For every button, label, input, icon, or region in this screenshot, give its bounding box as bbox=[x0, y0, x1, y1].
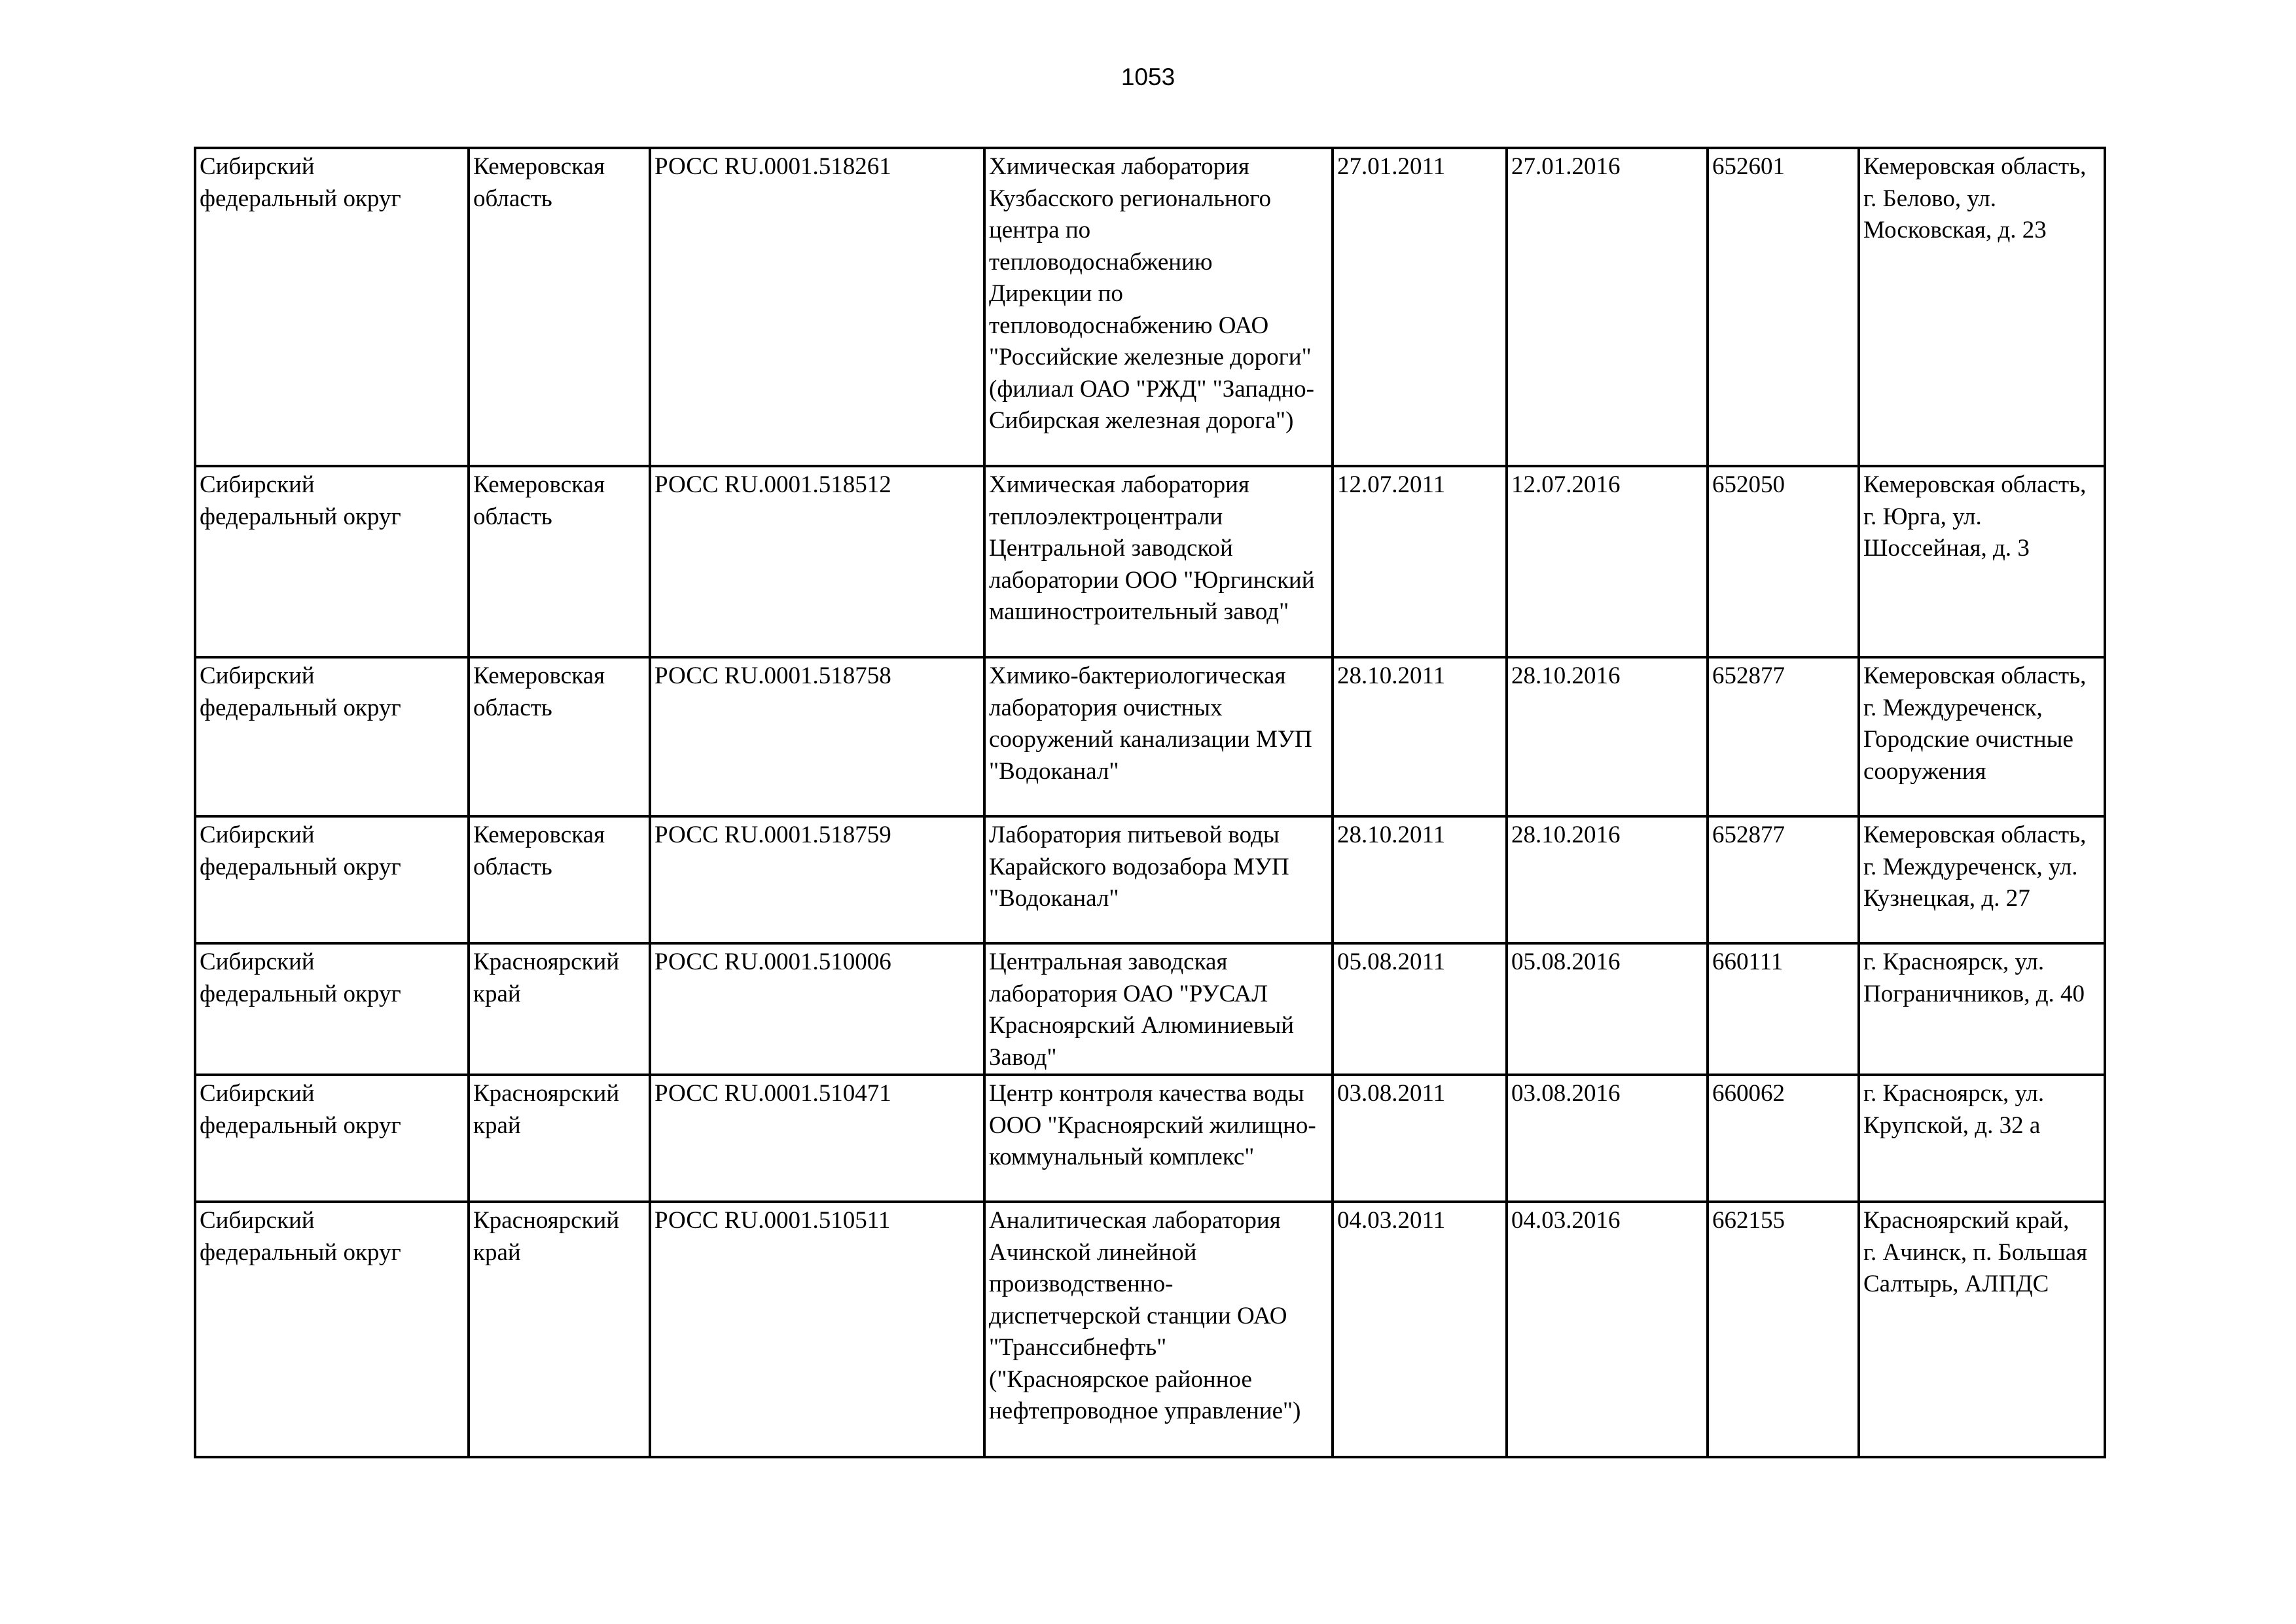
valid-to-cell: 27.01.2016 bbox=[1507, 148, 1708, 466]
valid-to-cell: 28.10.2016 bbox=[1507, 657, 1708, 816]
valid-from-cell: 28.10.2011 bbox=[1333, 816, 1507, 943]
valid-to-cell: 12.07.2016 bbox=[1507, 466, 1708, 657]
valid-from-cell: 04.03.2011 bbox=[1333, 1202, 1507, 1457]
address-cell: Кемеровская область, г. Междуреченск, ул. Кузнецкая, д. 27 bbox=[1859, 816, 2105, 943]
address-cell: г. Красноярск, ул. Крупской, д. 32 а bbox=[1859, 1075, 2105, 1202]
valid-from-cell: 12.07.2011 bbox=[1333, 466, 1507, 657]
federal-district-cell: Сибирский федеральный округ bbox=[195, 816, 469, 943]
address-cell: Кемеровская область, г. Белово, ул. Московская, д. 23 bbox=[1859, 148, 2105, 466]
region-cell: Кемеровская область bbox=[469, 466, 650, 657]
laboratory-name-cell: Центр контроля качества воды ООО "Красноярский жилищно- коммунальный комплекс" bbox=[984, 1075, 1333, 1202]
region-cell: Кемеровская область bbox=[469, 657, 650, 816]
certificate-number-cell: РОСС RU.0001.518758 bbox=[650, 657, 984, 816]
federal-district-cell: Сибирский федеральный округ bbox=[195, 466, 469, 657]
federal-district-cell: Сибирский федеральный округ bbox=[195, 1202, 469, 1457]
valid-to-cell: 05.08.2016 bbox=[1507, 943, 1708, 1075]
region-cell: Красноярский край bbox=[469, 943, 650, 1075]
federal-district-cell: Сибирский федеральный округ bbox=[195, 148, 469, 466]
laboratory-registry-table bbox=[194, 147, 2106, 1458]
table-row bbox=[195, 943, 2105, 1075]
laboratory-name-cell: Химическая лаборатория теплоэлектроцентрали Центральной заводской лаборатории ООО "Юргинский машиностроительный завод" bbox=[984, 466, 1333, 657]
valid-to-cell: 04.03.2016 bbox=[1507, 1202, 1708, 1457]
postcode-cell: 652877 bbox=[1708, 657, 1859, 816]
postcode-cell: 662155 bbox=[1708, 1202, 1859, 1457]
federal-district-cell: Сибирский федеральный округ bbox=[195, 943, 469, 1075]
postcode-cell: 652050 bbox=[1708, 466, 1859, 657]
region-cell: Красноярский край bbox=[469, 1075, 650, 1202]
certificate-number-cell: РОСС RU.0001.518512 bbox=[650, 466, 984, 657]
address-cell: Красноярский край, г. Ачинск, п. Большая Салтырь, АЛПДС bbox=[1859, 1202, 2105, 1457]
table-row bbox=[195, 816, 2105, 943]
address-cell: г. Красноярск, ул. Пограничников, д. 40 bbox=[1859, 943, 2105, 1075]
address-cell: Кемеровская область, г. Юрга, ул. Шоссейная, д. 3 bbox=[1859, 466, 2105, 657]
valid-from-cell: 28.10.2011 bbox=[1333, 657, 1507, 816]
page-number: 1053 bbox=[1121, 63, 1175, 90]
valid-from-cell: 05.08.2011 bbox=[1333, 943, 1507, 1075]
federal-district-cell: Сибирский федеральный округ bbox=[195, 657, 469, 816]
table-row bbox=[195, 1202, 2105, 1457]
table-row bbox=[195, 1075, 2105, 1202]
postcode-cell: 652877 bbox=[1708, 816, 1859, 943]
laboratory-name-cell: Химико-бактериологическая лаборатория очистных сооружений канализации МУП "Водоканал" bbox=[984, 657, 1333, 816]
valid-to-cell: 03.08.2016 bbox=[1507, 1075, 1708, 1202]
postcode-cell: 660062 bbox=[1708, 1075, 1859, 1202]
federal-district-cell: Сибирский федеральный округ bbox=[195, 1075, 469, 1202]
table-row bbox=[195, 148, 2105, 466]
postcode-cell: 660111 bbox=[1708, 943, 1859, 1075]
certificate-number-cell: РОСС RU.0001.518261 bbox=[650, 148, 984, 466]
certificate-number-cell: РОСС RU.0001.518759 bbox=[650, 816, 984, 943]
address-cell: Кемеровская область, г. Междуреченск, Городские очистные сооружения bbox=[1859, 657, 2105, 816]
certificate-number-cell: РОСС RU.0001.510006 bbox=[650, 943, 984, 1075]
valid-from-cell: 03.08.2011 bbox=[1333, 1075, 1507, 1202]
certificate-number-cell: РОСС RU.0001.510471 bbox=[650, 1075, 984, 1202]
valid-from-cell: 27.01.2011 bbox=[1333, 148, 1507, 466]
laboratory-name-cell: Лаборатория питьевой воды Карайского водозабора МУП "Водоканал" bbox=[984, 816, 1333, 943]
certificate-number-cell: РОСС RU.0001.510511 bbox=[650, 1202, 984, 1457]
laboratory-name-cell: Химическая лаборатория Кузбасского регионального центра по тепловодоснабжению Дирекции по тепловодоснабжению ОАО "Российские железные дороги" (филиал ОАО "РЖД" "Западно- Сибирская железная дорога") bbox=[984, 148, 1333, 466]
postcode-cell: 652601 bbox=[1708, 148, 1859, 466]
valid-to-cell: 28.10.2016 bbox=[1507, 816, 1708, 943]
region-cell: Красноярский край bbox=[469, 1202, 650, 1457]
table-row bbox=[195, 466, 2105, 657]
laboratory-name-cell: Аналитическая лаборатория Ачинской линейной производственно- диспетчерской станции ОАО "Транссибнефть" ("Красноярское районное нефтепроводное управление") bbox=[984, 1202, 1333, 1457]
table-row bbox=[195, 657, 2105, 816]
region-cell: Кемеровская область bbox=[469, 816, 650, 943]
laboratory-name-cell: Центральная заводская лаборатория ОАО "РУСАЛ Красноярский Алюминиевый Завод" bbox=[984, 943, 1333, 1075]
region-cell: Кемеровская область bbox=[469, 148, 650, 466]
